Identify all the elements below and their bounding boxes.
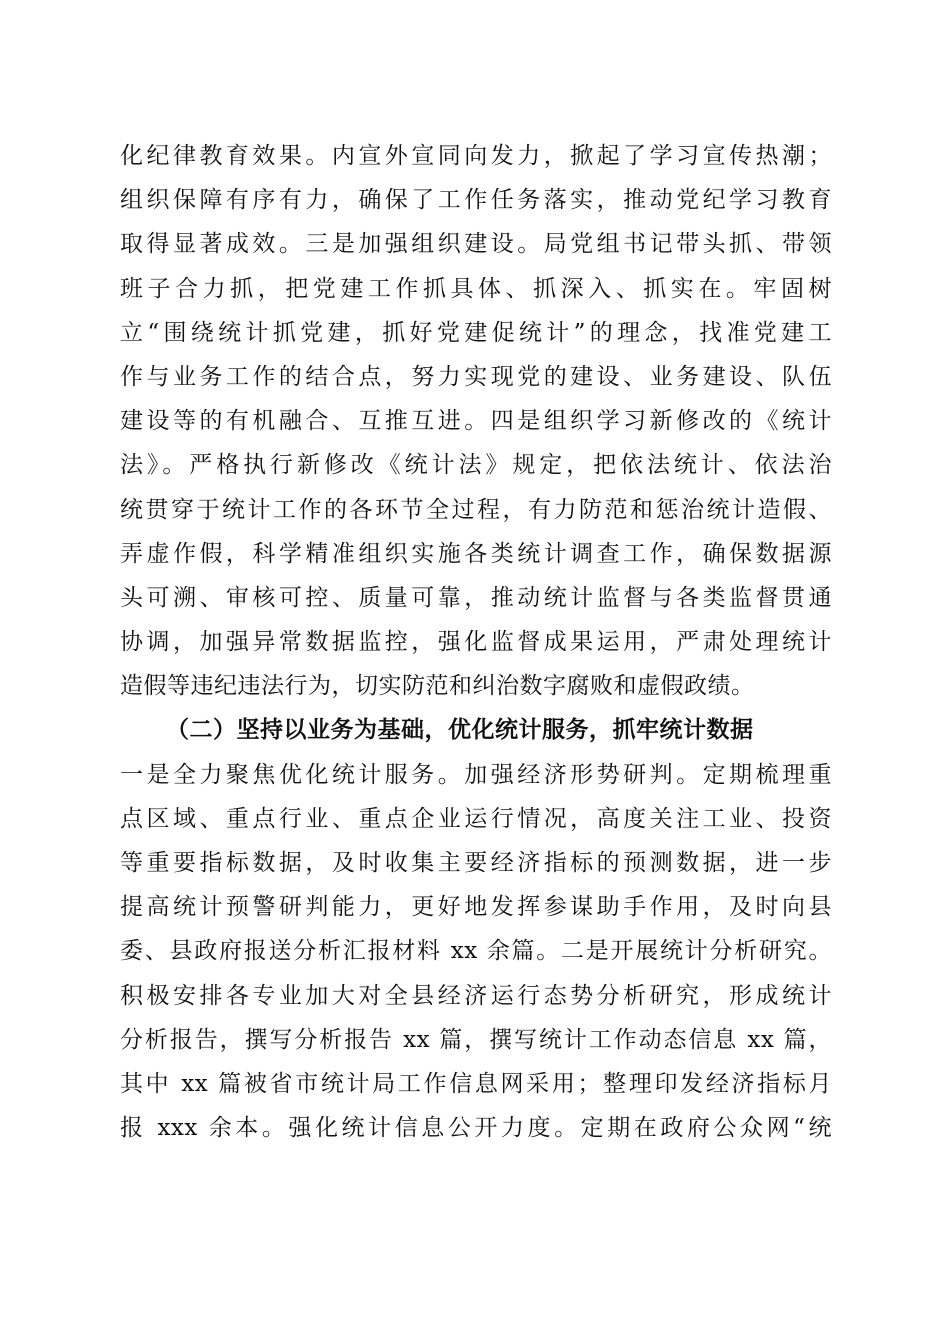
paragraph-line: 报 xxx 余本。强化统计信息公开力度。定期在政府公众网“统 — [120, 1115, 832, 1142]
paragraph-line: 法》。严格执行新修改《统计法》规定，把依法统计、依法治 — [120, 452, 832, 479]
paragraph-line: 统贯穿于统计工作的各环节全过程，有力防范和惩治统计造假、 — [120, 496, 832, 523]
paragraph-line: 头可溯、审核可控、质量可靠，推动统计监督与各类监督贯通 — [120, 584, 832, 611]
paragraph-line: 委、县政府报送分析汇报材料 xx 余篇。二是开展统计分析研究。 — [120, 938, 832, 965]
paragraph-line: 作与业务工作的结合点，努力实现党的建设、业务建设、队伍 — [120, 363, 832, 390]
paragraph-line: 协调，加强异常数据监控，强化监督成果运用，严肃处理统计 — [120, 629, 832, 656]
paragraph-line: 积极安排各专业加大对全县经济运行态势分析研究，形成统计 — [120, 982, 832, 1009]
document-body — [120, 134, 832, 1150]
paragraph-line: 造假等违纪违法行为，切实防范和纠治数字腐败和虚假政绩。 — [120, 673, 755, 700]
paragraph-line: 弄虚作假，科学精准组织实施各类统计调查工作，确保数据源 — [120, 540, 832, 567]
paragraph-line: 一是全力聚焦优化统计服务。加强经济形势研判。定期梳理重 — [120, 761, 832, 788]
paragraph-line: 化纪律教育效果。内宣外宣同向发力，掀起了学习宣传热潮； — [120, 143, 832, 169]
paragraph-line: 班子合力抓，把党建工作抓具体、抓深入、抓实在。牢固树 — [120, 275, 832, 302]
paragraph-line: 提高统计预警研判能力，更好地发挥参谋助手作用，及时向县 — [120, 894, 832, 921]
paragraph-line: 等重要指标数据，及时收集主要经济指标的预测数据，进一步 — [120, 850, 832, 876]
paragraph-line: 立“围绕统计抓党建，抓好党建促统计”的理念，找准党建工 — [120, 319, 832, 346]
section-heading: （二）坚持以业务为基础，优化统计服务，抓牢统计数据 — [166, 716, 754, 744]
paragraph-line: 建设等的有机融合、互推互进。四是组织学习新修改的《统计 — [120, 408, 832, 435]
paragraph-line: 其中 xx 篇被省市统计局工作信息网采用；整理印发经济指标月 — [120, 1070, 832, 1097]
paragraph-line: 组织保障有序有力，确保了工作任务落实，推动党纪学习教育 — [120, 187, 832, 214]
paragraph-line: 取得显著成效。三是加强组织建设。局党组书记带头抓、带领 — [120, 231, 832, 258]
paragraph-line: 点区域、重点行业、重点企业运行情况，高度关注工业、投资 — [120, 805, 832, 832]
paragraph-line: 分析报告，撰写分析报告 xx 篇，撰写统计工作动态信息 xx 篇， — [120, 1026, 832, 1053]
